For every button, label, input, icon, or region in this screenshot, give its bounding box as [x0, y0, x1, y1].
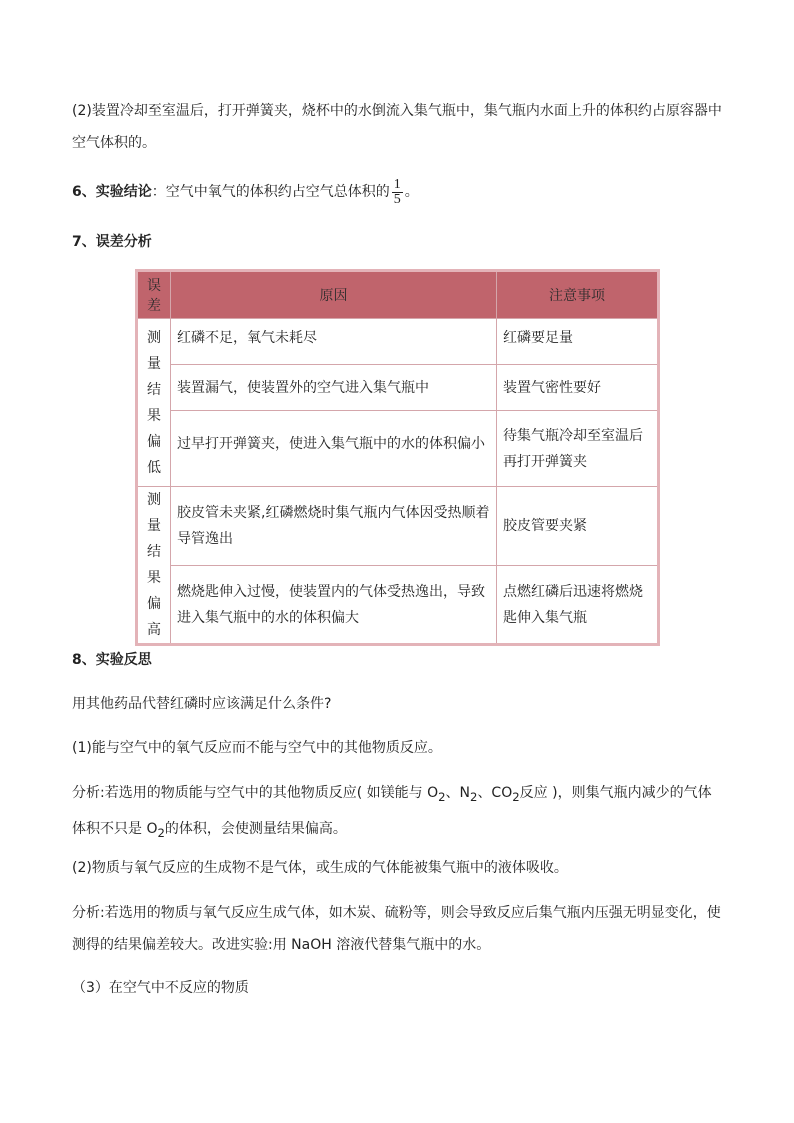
conclusion-text: ：空气中氧气的体积约占空气总体积的 — [151, 184, 390, 200]
fraction — [392, 178, 403, 207]
text-run: 体积不只是 O — [72, 820, 158, 837]
condition-2: (2)物质与氧气反应的生成物不是气体，或生成的气体能被集气瓶中的液体吸收。 — [72, 860, 568, 876]
text-run: 、N — [445, 785, 471, 801]
table-row — [137, 365, 659, 411]
question: 用其他药品代替红磷时应该满足什么条件? — [72, 696, 332, 712]
group-char: 结 — [147, 381, 161, 398]
subscript: 2 — [512, 789, 520, 804]
error-heading: 7、误差分析 — [72, 234, 152, 250]
group-char: 高 — [147, 622, 161, 638]
group-low-label — [137, 319, 171, 487]
table-row — [137, 411, 659, 487]
fraction-denominator: 5 — [393, 191, 401, 207]
text-run: 分析:若选用的物质能与空气中的其他物质反应( 如镁能与 O — [72, 785, 439, 801]
group-char: 量 — [147, 518, 161, 534]
group-char: 测 — [147, 329, 161, 346]
header-error: 误差 — [137, 271, 171, 319]
cause-cell: 过早打开弹簧夹，使进入集气瓶中的水的体积偏小 — [171, 411, 497, 487]
group-char: 量 — [147, 355, 161, 372]
group-char: 偏 — [147, 433, 161, 450]
fraction-numerator: 1 — [393, 176, 401, 192]
table-row — [137, 487, 659, 566]
note-cell: 红磷要足量 — [497, 319, 659, 365]
conclusion-paragraph — [72, 172, 732, 212]
header-cause: 原因 — [171, 271, 497, 319]
group-char: 结 — [147, 544, 161, 560]
subscript: 2 — [157, 825, 165, 840]
error-table — [135, 269, 660, 646]
paragraph-2 — [72, 95, 732, 159]
note-cell: 点燃红磷后迅速将燃烧匙伸入集气瓶 — [497, 566, 659, 645]
cause-cell: 红磷不足，氧气未耗尽 — [171, 319, 497, 365]
paragraph-line: (2)装置冷却至室温后，打开弹簧夹，烧杯中的水倒流入集气瓶中，集气瓶内水面上升的体积约占原容器中 — [72, 103, 722, 119]
analysis-1 — [72, 777, 732, 849]
condition-3: （3）在空气中不反应的物质 — [72, 980, 249, 996]
group-char: 低 — [147, 459, 161, 476]
conclusion-label: 6、实验结论 — [72, 184, 152, 200]
cause-cell: 装置漏气，使装置外的空气进入集气瓶中 — [171, 365, 497, 411]
group-char: 果 — [147, 407, 161, 424]
analysis-2-line-2: 测得的结果偏差较大。改进实验:用 NaOH 溶液代替集气瓶中的水。 — [72, 937, 491, 953]
header-note: 注意事项 — [497, 271, 659, 319]
text-run: 反应 )，则集气瓶内减少的气体 — [519, 785, 712, 801]
subscript: 2 — [438, 789, 446, 804]
cause-cell: 燃烧匙伸入过慢，使装置内的气体受热逸出，导致进入集气瓶中的水的体积偏大 — [171, 566, 497, 645]
analysis-1-line-2 — [72, 813, 732, 849]
group-char: 偏 — [147, 596, 161, 612]
note-cell: 胶皮管要夹紧 — [497, 487, 659, 566]
table-header-row — [137, 271, 659, 319]
condition-1: (1)能与空气中的氧气反应而不能与空气中的其他物质反应。 — [72, 740, 442, 756]
note-cell: 装置气密性要好 — [497, 365, 659, 411]
analysis-2-line-1: 分析:若选用的物质与氧气反应生成气体，如木炭、硫粉等，则会导致反应后集气瓶内压强无明显变化，使 — [72, 905, 721, 921]
table-row — [137, 566, 659, 645]
group-char: 果 — [147, 570, 161, 586]
text-run: 的体积，会使测量结果偏高。 — [164, 820, 347, 837]
analysis-2 — [72, 897, 732, 961]
reflection-heading: 8、实验反思 — [72, 652, 152, 668]
analysis-1-line-1 — [72, 777, 732, 813]
subscript: 2 — [470, 789, 478, 804]
conclusion-end: 。 — [404, 184, 419, 200]
paragraph-line: 空气体积的。 — [72, 135, 156, 151]
text-run: 、CO — [477, 785, 513, 801]
group-high-label — [137, 487, 171, 645]
group-char: 测 — [147, 492, 161, 508]
note-cell: 待集气瓶冷却至室温后再打开弹簧夹 — [497, 411, 659, 487]
cause-cell: 胶皮管未夹紧,红磷燃烧时集气瓶内气体因受热顺着导管逸出 — [171, 487, 497, 566]
table-row — [137, 319, 659, 365]
